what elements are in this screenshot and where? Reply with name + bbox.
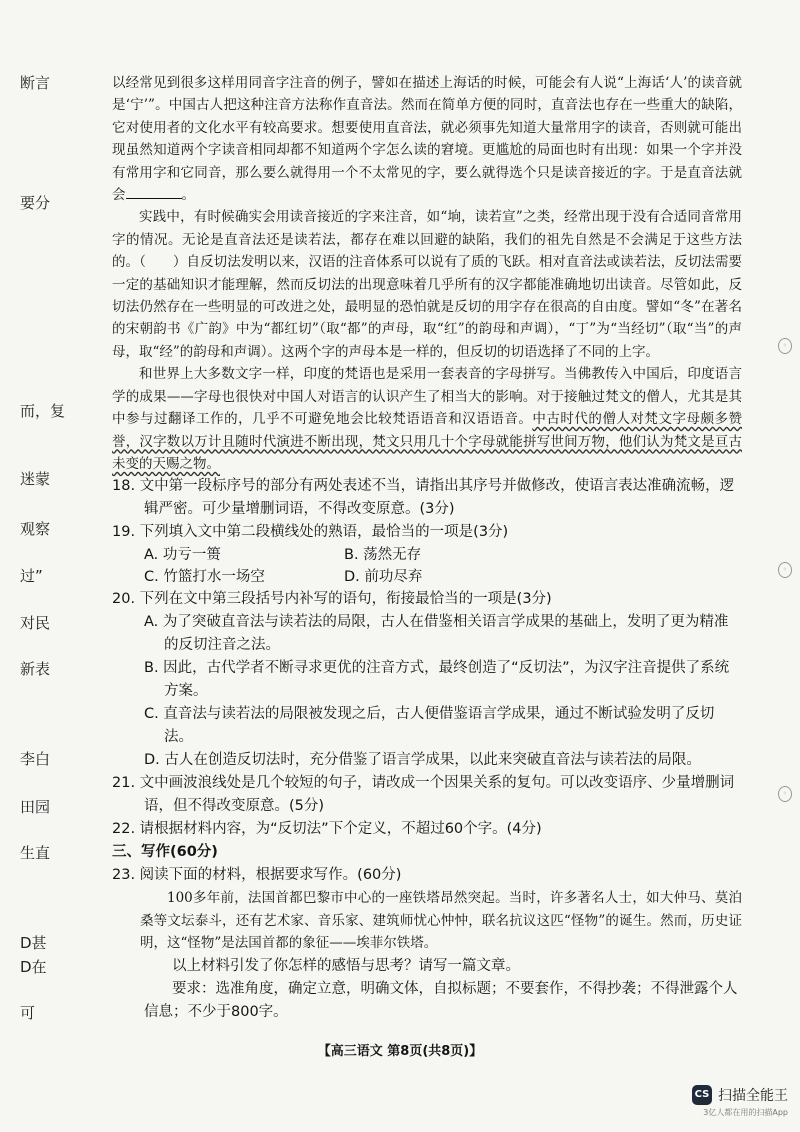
page-footer: 【高三语文 第8页(共8页)】: [317, 1044, 483, 1059]
margin-fragment: 过”: [20, 567, 43, 585]
writing-prompt: 以上材料引发了你怎样的感悟与思考？请写一篇文章。: [172, 957, 520, 974]
margin-fragment: 新表: [20, 660, 51, 678]
margin-fragment: 观察: [20, 520, 51, 538]
option-d: D. 古人在创造反切法时，充分借鉴了语言学成果，以此来突破直音法与读若法的局限。: [144, 752, 701, 769]
question-20: 20. 下列在文中第三段括号内补写的语句，衔接最恰当的一项是(3分): [112, 591, 552, 608]
wavy-underlined-text: 中古时代的僧人对梵文字母颇多赞誉，汉字数以万计且随时代演进不断出现，梵文只用几十个字母就能拼写世间万物，他们认为梵文是亘古未变的天赐之物。: [112, 411, 743, 472]
margin-fragment: 生直: [20, 844, 51, 862]
question-19: 19. 下列填入文中第二段横线处的熟语，最恰当的一项是(3分): [112, 524, 509, 541]
margin-fragment: 断言: [20, 74, 51, 92]
margin-fragment: 迷蒙: [20, 470, 51, 488]
passage-paragraph-3: 和世界上大多数文字一样，印度的梵语也是采用一套表音的字母拼写。当佛教传入中国后，印度语言学的成果——字母也很快对中国人对语言的认识产生了相当大的影响。对于接触过梵文的僧人，尤其是其中参与过翻译工作的，几乎不可避免地会比较梵语语音和汉语语音。中古时代的僧人对梵文字母颇多赞誉，汉字数以万计且随时代演进不断出现，梵文只用几十个字母就能拼写世间万物，他们认为梵文是亘古未变的天赐之物。: [112, 366, 743, 472]
margin-fragment: 田园: [20, 798, 51, 816]
margin-fragment: 对民: [20, 614, 51, 632]
option-c: C. 直音法与读若法的局限被发现之后，古人便借鉴语言学成果，通过不断试验发明了反切法。: [144, 706, 715, 746]
option-b: B. 因此，古代学者不断寻求更优的注音方式，最终创造了“反切法”，为汉字注音提供了系统方案。: [144, 660, 730, 700]
scanner-tagline: 3亿人都在用的扫描App: [703, 1108, 788, 1117]
option-d: D. 前功尽弃: [344, 569, 423, 586]
binding-hole-icon: ◦: [778, 786, 792, 802]
question-23: 23. 阅读下面的材料，根据要求写作。(60分): [112, 867, 402, 884]
writing-requirements: 要求：选准角度，确定立意，明确文体，自拟标题；不要套作，不得抄袭；不得泄露个人信息；不少于800字。: [144, 980, 738, 1020]
margin-fragment: D甚: [20, 934, 47, 952]
margin-fragment: D在: [20, 958, 47, 976]
margin-fragment: 而，复: [20, 402, 66, 420]
writing-material: 100多年前，法国首都巴黎市中心的一座铁塔昂然突起。当时，许多著名人士，如大仲马、莫泊桑等文坛泰斗，还有艺术家、音乐家、建筑师忧心忡忡，联名抗议这匹“怪物”的诞生。然而，历史证明，这“怪物”是法国首都的象征——埃菲尔铁塔。: [140, 890, 742, 952]
scanner-app-name: 扫描全能王: [718, 1088, 788, 1104]
margin-fragment: 要分: [20, 194, 51, 212]
option-c: C. 竹篮打水一场空: [144, 569, 265, 586]
camscanner-logo-icon: CS: [692, 1085, 712, 1105]
passage-paragraph-2: 实践中，有时候确实会用读音接近的字来注音，如“垧，读若宣”之类，经常出现于没有合适同音常用字的情况。无论是直音法还是读若法，都存在难以回避的缺陷，我们的祖先自然是不会满足于这些方法的。（ ）自反切法发明以来，汉语的注音体系可以说有了质的飞跃。相对直音法或读若法，反切法需要一定的基础知识才能理解，然而反切法的出现意味着几乎所有的汉字都能准确地切出读音。尽管如此，反切法仍然存在一些明显的可改进之处，最明显的恐怕就是反切的用字存在很高的自由度。譬如“冬”在著名的宋朝韵书《广韵》中为“都红切”（取“都”的声母，取“红”的韵母和声调），“丁”为“当经切”（取“当”的声母，取“经”的韵母和声调）。这两个字的声母本是一样的，但反切的切语选择了不同的上字。: [112, 209, 742, 360]
option-a: A. 为了突破直音法与读若法的局限，古人在借鉴相关语言学成果的基础上，发明了更为精准的反切注音之法。: [144, 614, 729, 654]
question-22: 22. 请根据材料内容，为“反切法”下个定义，不超过60个字。(4分): [112, 821, 542, 838]
option-a: A. 功亏一篑: [144, 547, 221, 564]
option-b: B. 荡然无存: [344, 547, 422, 564]
scanner-watermark: [692, 1085, 788, 1118]
margin-fragment: 李白: [20, 750, 51, 768]
page-body: [112, 72, 742, 1024]
section-heading: 三、写作(60分): [112, 844, 218, 861]
binding-hole-icon: ◦: [778, 562, 792, 578]
margin-fragment: 可: [20, 1004, 36, 1022]
passage-paragraph-1: 以经常见到很多这样用同音字注音的例子，譬如在描述上海话的时候，可能会有人说“上海话‘人’的读音就是‘宁’”。中国古人把这种注音方法称作直音法。然而在简单方便的同时，直音法也存在一些重大的缺陷，它对使用者的文化水平有较高要求。想要使用直音法，就必须事先知道大量常用字的读音，否则就可能出现虽然知道两个字读音相同却都不知道两个字怎么读的窘境。更尴尬的局面也时有出现：如果一个字并没有常用字和它同音，那么要么就得用一个不太常见的字，要么就得选个只是读音接近的字。于是直音法就会 。: [112, 75, 742, 204]
binding-hole-icon: ◦: [778, 338, 792, 354]
question-18: 18. 文中第一段标序号的部分有两处表述不当，请指出其序号并做修改，使语言表达准确流畅，逻辑严密。可少量增删词语，不得改变原意。(3分): [112, 478, 735, 518]
answer-blank: [126, 184, 182, 199]
question-19-options: [112, 544, 742, 588]
question-21: 21. 文中画波浪线处是几个较短的句子，请改成一个因果关系的复句。可以改变语序、少量增删词语，但不得改变原意。(5分): [112, 775, 735, 815]
